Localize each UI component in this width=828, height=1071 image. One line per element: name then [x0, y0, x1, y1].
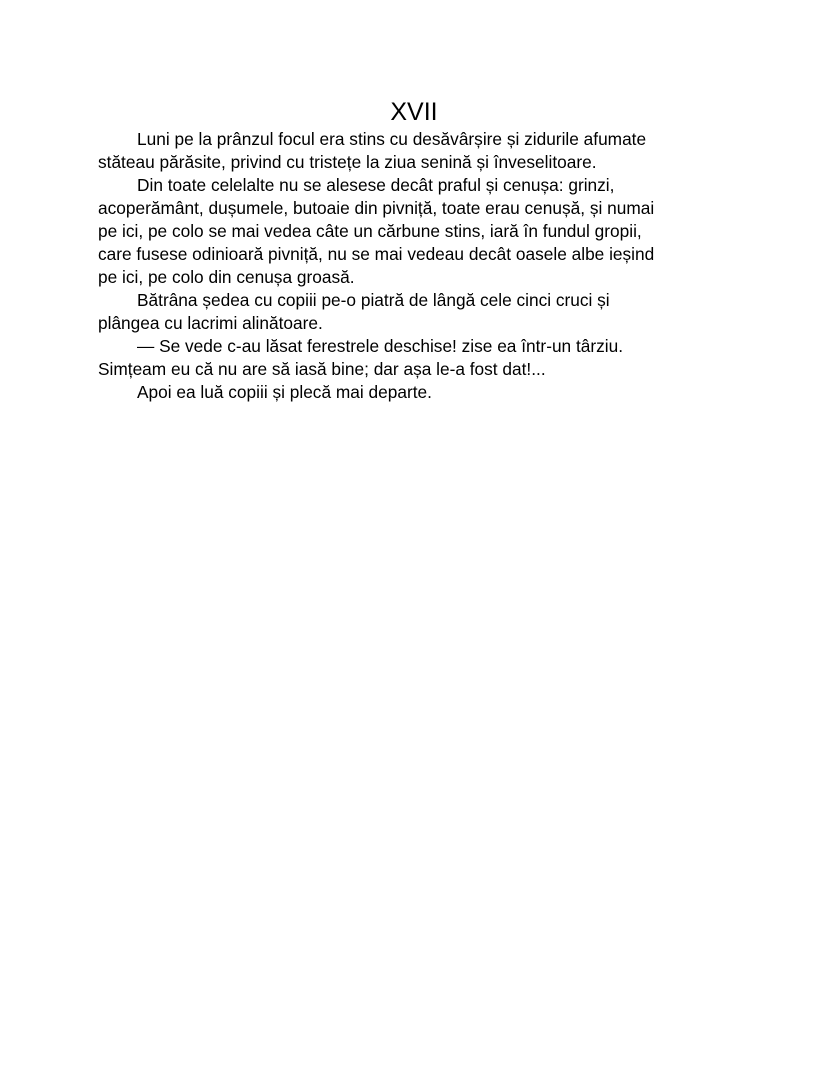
paragraph-5 — [98, 381, 730, 404]
text-line: plângea cu lacrimi alinătoare. — [98, 313, 323, 333]
paragraph-2 — [98, 174, 730, 289]
text-line: Luni pe la prânzul focul era stins cu desăvârșire și zidurile afumate — [137, 129, 647, 149]
text-line: Din toate celelalte nu se alesese decât praful și cenușa: grinzi, — [137, 175, 615, 195]
paragraph-4 — [98, 335, 730, 381]
text-line: care fusese odinioară pivniță, nu se mai vedeau decât oasele albe ieșind — [98, 244, 655, 264]
text-line: pe ici, pe colo din cenușa groasă. — [98, 267, 355, 287]
text-line: Simțeam eu că nu are să iasă bine; dar așa le-a fost dat!... — [98, 359, 546, 379]
text-line: pe ici, pe colo se mai vedea câte un cărbune stins, iară în fundul gropii, — [98, 221, 642, 241]
text-line: stăteau părăsite, privind cu tristețe la ziua senină și înveselitoare. — [98, 152, 597, 172]
text-line: acoperământ, dușumele, butoaie din pivniță, toate erau cenușă, și numai — [98, 198, 655, 218]
document-page — [98, 96, 730, 404]
paragraph-3 — [98, 289, 730, 335]
chapter-title: XVII — [390, 98, 438, 126]
text-line: — Se vede c-au lăsat ferestrele deschise! zise ea într-un târziu. — [137, 336, 624, 356]
paragraph-1 — [98, 128, 730, 174]
text-line: Bătrâna ședea cu copiii pe-o piatră de lângă cele cinci cruci și — [137, 290, 610, 310]
text-line: Apoi ea luă copiii și plecă mai departe. — [137, 382, 432, 402]
